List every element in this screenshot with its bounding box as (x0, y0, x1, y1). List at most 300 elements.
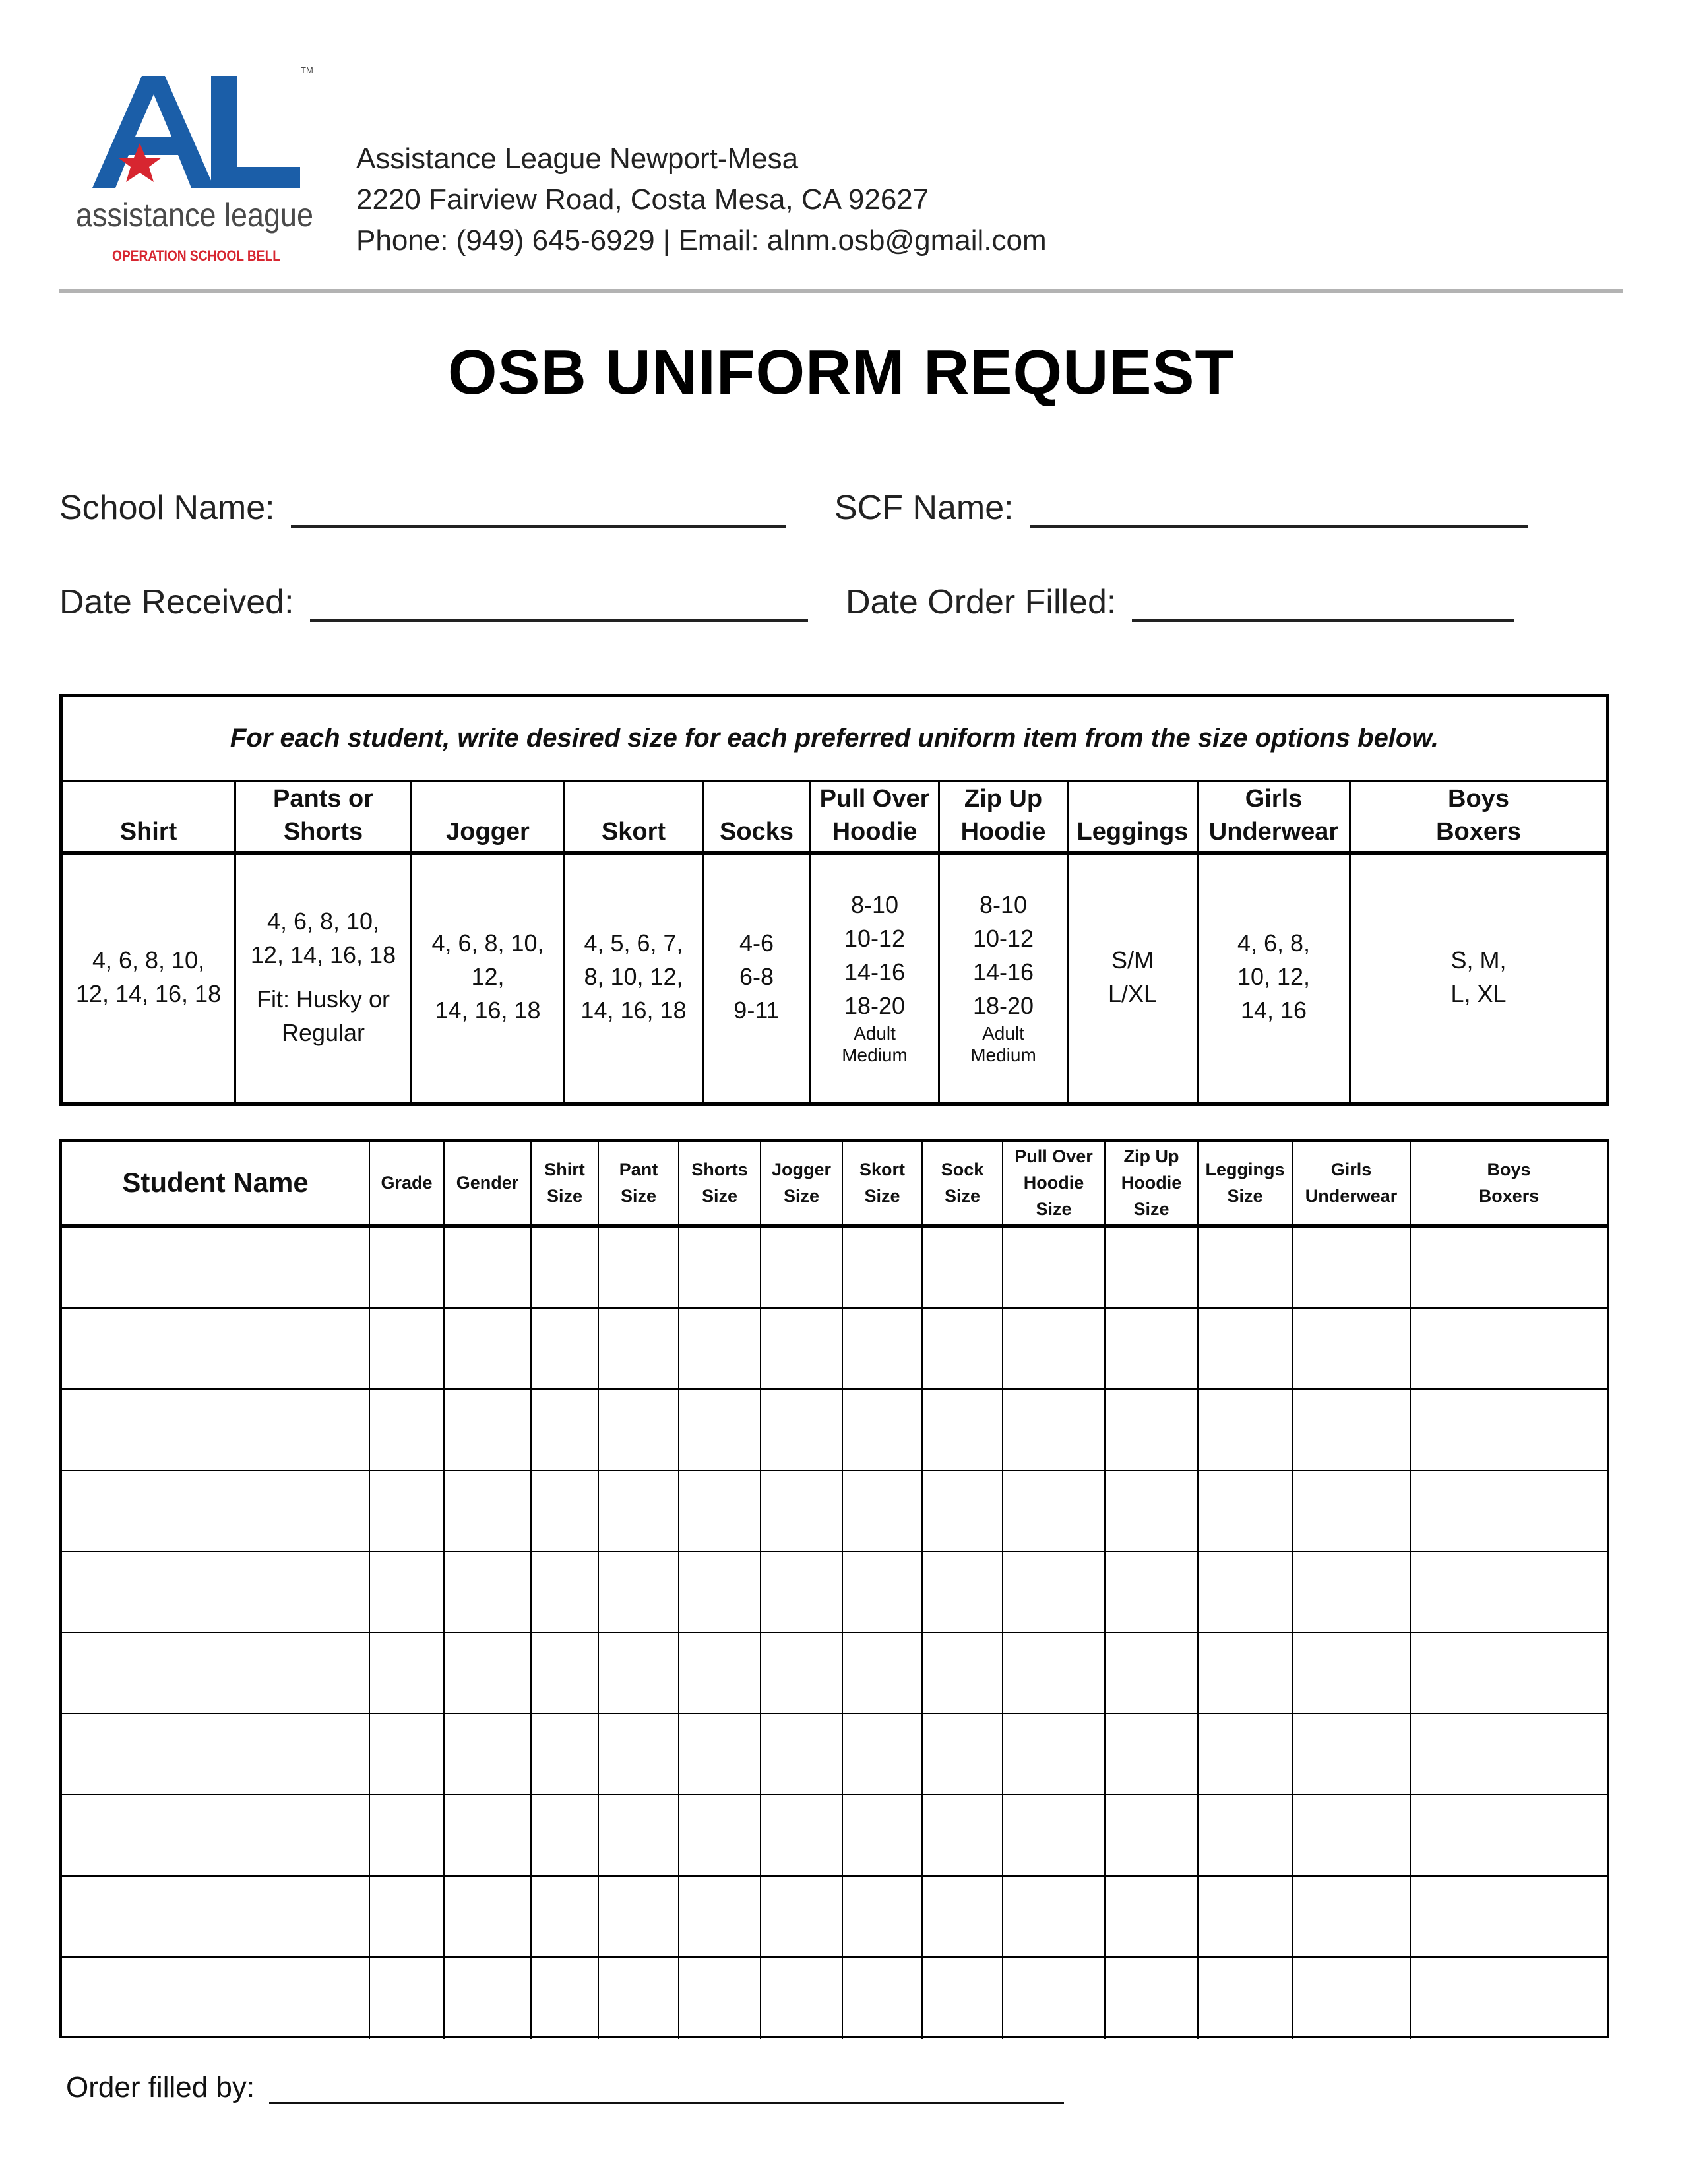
size-value-text: 4-6 (739, 929, 774, 956)
column-header-text: Sock (941, 1160, 984, 1179)
size-value-text: 8-10 (979, 890, 1028, 918)
table-cell[interactable] (532, 1471, 599, 1551)
size-header-text: Boys (1448, 785, 1509, 813)
table-cell[interactable] (923, 1795, 1003, 1875)
table-cell[interactable] (370, 1958, 445, 2039)
fit-note: Fit: Husky or Regular (256, 985, 390, 1046)
column-header-text: Size (1133, 1199, 1169, 1219)
date-received-blank[interactable] (310, 588, 808, 622)
table-cell[interactable] (62, 1390, 370, 1470)
table-cell[interactable] (62, 1552, 370, 1632)
scf-name-field (834, 488, 1528, 528)
table-cell[interactable] (599, 1471, 679, 1551)
size-header-text: Underwear (1208, 818, 1339, 846)
table-cell[interactable] (532, 1228, 599, 1307)
column-header-label (544, 1156, 585, 1209)
table-cell[interactable] (843, 1714, 923, 1794)
table-cell[interactable] (761, 1795, 843, 1875)
table-cell[interactable] (599, 1633, 679, 1713)
size-header-cell (412, 780, 565, 851)
size-header-text: Skort (601, 818, 666, 846)
column-header-text: Hoodie (1023, 1173, 1084, 1193)
order-filled-by-label: Order filled by: (66, 2071, 255, 2104)
column-header-text: Size (1227, 1186, 1263, 1206)
size-header-cell (1199, 780, 1351, 851)
table-cell[interactable] (1293, 1228, 1411, 1307)
table-cell[interactable] (843, 1633, 923, 1713)
size-header-text: Socks (720, 818, 794, 846)
size-header-text: Jogger (446, 818, 530, 846)
table-cell[interactable] (1106, 1633, 1199, 1713)
size-value-text: L, XL (1450, 980, 1507, 1007)
column-header-text: Underwear (1305, 1186, 1398, 1206)
table-cell[interactable] (1411, 1958, 1607, 2039)
table-cell[interactable] (62, 1471, 370, 1551)
table-cell[interactable] (679, 1795, 761, 1875)
table-row (62, 1714, 1607, 1795)
size-value-note: Medium (842, 1044, 908, 1065)
school-name-field (59, 488, 786, 528)
size-header-cell (1351, 780, 1606, 851)
table-cell[interactable] (1411, 1633, 1607, 1713)
table-cell[interactable] (1003, 1795, 1106, 1875)
order-filled-by-blank[interactable] (269, 2076, 1064, 2104)
table-cell[interactable] (1003, 1309, 1106, 1388)
size-header-cell (940, 780, 1069, 851)
date-received-label: Date Received: (59, 583, 294, 621)
size-value-text: 14, 16 (1240, 997, 1307, 1024)
table-cell[interactable] (599, 1390, 679, 1470)
size-header-text: Girls (1245, 785, 1303, 813)
table-cell[interactable] (1106, 1714, 1199, 1794)
size-value-text: 10-12 (844, 924, 906, 952)
table-cell[interactable] (445, 1877, 532, 1956)
scf-name-label: SCF Name: (834, 489, 1014, 527)
table-cell[interactable] (761, 1958, 843, 2039)
table-cell[interactable] (1411, 1877, 1607, 1956)
size-value-text: 8, 10, 12, (584, 963, 683, 990)
size-header-cell (704, 780, 811, 851)
column-header-text: Boys (1487, 1160, 1531, 1179)
table-cell[interactable] (923, 1958, 1003, 2039)
table-cell[interactable] (1199, 1714, 1293, 1794)
column-header (843, 1142, 923, 1224)
table-cell[interactable] (445, 1958, 532, 2039)
table-cell[interactable] (843, 1309, 923, 1388)
table-cell[interactable] (445, 1228, 532, 1307)
table-cell[interactable] (62, 1633, 370, 1713)
column-header-text: Student Name (122, 1167, 309, 1198)
column-header-text: Leggings (1205, 1160, 1285, 1179)
size-values-cell (63, 851, 236, 1102)
table-cell[interactable] (761, 1714, 843, 1794)
column-header (1293, 1142, 1411, 1224)
column-header-text: Grade (381, 1173, 433, 1193)
table-cell[interactable] (843, 1390, 923, 1470)
size-values-cell (412, 851, 565, 1102)
org-address: 2220 Fairview Road, Costa Mesa, CA 92627 (356, 183, 929, 216)
table-cell[interactable] (761, 1390, 843, 1470)
size-values-cell (565, 851, 704, 1102)
table-cell[interactable] (370, 1877, 445, 1956)
table-cell[interactable] (62, 1795, 370, 1875)
table-cell[interactable] (532, 1795, 599, 1875)
table-cell[interactable] (1106, 1309, 1199, 1388)
size-value-text: 14, 16, 18 (580, 997, 687, 1024)
table-cell[interactable] (370, 1471, 445, 1551)
table-cell[interactable] (679, 1958, 761, 2039)
table-cell[interactable] (923, 1228, 1003, 1307)
table-cell[interactable] (761, 1228, 843, 1307)
size-value-text: 18-20 (972, 991, 1034, 1019)
table-cell[interactable] (1411, 1228, 1607, 1307)
table-cell[interactable] (1199, 1795, 1293, 1875)
table-cell[interactable] (1003, 1552, 1106, 1632)
size-values-cell (811, 851, 940, 1102)
table-cell[interactable] (1003, 1714, 1106, 1794)
column-header (1003, 1142, 1106, 1224)
table-cell[interactable] (843, 1228, 923, 1307)
size-value-text: 14-16 (972, 958, 1034, 985)
table-cell[interactable] (1411, 1309, 1607, 1388)
table-cell[interactable] (679, 1633, 761, 1713)
table-cell[interactable] (1411, 1552, 1607, 1632)
table-cell[interactable] (1003, 1633, 1106, 1713)
table-cell[interactable] (370, 1714, 445, 1794)
table-row (62, 1471, 1607, 1552)
table-cell[interactable] (599, 1795, 679, 1875)
column-header-text: Size (546, 1186, 582, 1206)
column-header-text: Size (1036, 1199, 1072, 1219)
table-cell[interactable] (923, 1390, 1003, 1470)
column-header-text: Hoodie (1121, 1173, 1182, 1193)
table-cell[interactable] (679, 1390, 761, 1470)
size-header-cell (1069, 780, 1199, 851)
column-header-label (122, 1167, 309, 1198)
size-value-text: 8-10 (850, 890, 899, 918)
table-cell[interactable] (843, 1795, 923, 1875)
size-header-text: Pull Over (819, 785, 930, 813)
table-cell[interactable] (1199, 1877, 1293, 1956)
column-header-label (1479, 1156, 1540, 1209)
table-cell[interactable] (532, 1633, 599, 1713)
table-cell[interactable] (679, 1552, 761, 1632)
column-header-text: Boxers (1478, 1186, 1540, 1206)
scf-name-blank[interactable] (1030, 493, 1528, 528)
column-header-label (941, 1156, 984, 1209)
table-cell[interactable] (62, 1958, 370, 2039)
table-cell[interactable] (445, 1390, 532, 1470)
table-cell[interactable] (1293, 1633, 1411, 1713)
table-row (62, 1633, 1607, 1714)
table-cell[interactable] (532, 1309, 599, 1388)
table-cell[interactable] (1106, 1471, 1199, 1551)
size-header-cell (63, 780, 236, 851)
table-row (62, 1552, 1607, 1633)
table-cell[interactable] (532, 1958, 599, 2039)
column-header-text: Skort (859, 1160, 906, 1179)
size-value-text: L/XL (1107, 980, 1158, 1007)
table-row (62, 1390, 1607, 1471)
table-cell[interactable] (1106, 1958, 1199, 2039)
table-cell[interactable] (761, 1309, 843, 1388)
size-value-text: 10-12 (972, 924, 1034, 952)
date-order-filled-blank[interactable] (1132, 588, 1514, 622)
table-cell[interactable] (679, 1877, 761, 1956)
size-value-text: 18-20 (844, 991, 906, 1019)
column-header-label (381, 1170, 432, 1196)
size-header-cell (236, 780, 412, 851)
table-cell[interactable] (1199, 1552, 1293, 1632)
logo-tagline: OPERATION SCHOOL BELL (112, 247, 280, 264)
table-cell[interactable] (445, 1552, 532, 1632)
school-name-blank[interactable] (291, 493, 786, 528)
table-cell[interactable] (1199, 1390, 1293, 1470)
table-cell[interactable] (1293, 1714, 1411, 1794)
table-cell[interactable] (445, 1714, 532, 1794)
table-cell[interactable] (532, 1714, 599, 1794)
table-cell[interactable] (761, 1552, 843, 1632)
date-order-filled-label: Date Order Filled: (846, 583, 1117, 621)
size-value-text: 4, 6, 8, (1237, 929, 1311, 956)
table-cell[interactable] (532, 1877, 599, 1956)
table-cell[interactable] (1199, 1309, 1293, 1388)
table-row (62, 1958, 1607, 2039)
table-cell[interactable] (1003, 1471, 1106, 1551)
table-cell[interactable] (761, 1633, 843, 1713)
table-cell[interactable] (370, 1552, 445, 1632)
org-contact: Phone: (949) 645-6929 | Email: alnm.osb@gmail.com (356, 224, 1047, 257)
table-cell[interactable] (1003, 1958, 1106, 2039)
column-header (761, 1142, 843, 1224)
table-cell[interactable] (62, 1877, 370, 1956)
column-header-text: Girls (1330, 1160, 1372, 1179)
table-cell[interactable] (1003, 1228, 1106, 1307)
column-header-label (1206, 1156, 1285, 1209)
column-header-label (1121, 1143, 1182, 1222)
table-cell[interactable] (599, 1552, 679, 1632)
table-row (62, 1309, 1607, 1390)
table-cell[interactable] (1293, 1390, 1411, 1470)
table-cell[interactable] (62, 1309, 370, 1388)
column-header (679, 1142, 761, 1224)
size-value-text: S/M (1111, 946, 1154, 974)
column-header-label (772, 1156, 831, 1209)
table-cell[interactable] (923, 1471, 1003, 1551)
table-cell[interactable] (1106, 1877, 1199, 1956)
logo-wordmark: assistance league (76, 197, 313, 234)
size-header-cell (811, 780, 940, 851)
column-header-text: Shirt (544, 1160, 585, 1179)
column-header-label (619, 1156, 658, 1209)
size-values-cell (940, 851, 1069, 1102)
column-header-label (1305, 1156, 1398, 1209)
size-header-text: Pants or (272, 785, 374, 813)
table-cell[interactable] (370, 1633, 445, 1713)
table-cell[interactable] (599, 1714, 679, 1794)
table-cell[interactable] (1003, 1390, 1106, 1470)
table-row (62, 1795, 1607, 1877)
size-header-text: Boxers (1436, 818, 1521, 846)
order-filled-by-field (66, 2071, 1064, 2104)
column-header-text: Jogger (771, 1160, 832, 1179)
size-instructions: For each student, write desired size for each preferred uniform item from the size options below. (63, 697, 1606, 782)
table-cell[interactable] (532, 1552, 599, 1632)
size-values-row (63, 851, 1606, 1102)
size-values-cell (1199, 851, 1351, 1102)
table-row (62, 1228, 1607, 1309)
size-values-cell (236, 851, 412, 1102)
logo-trademark: TM (301, 65, 313, 75)
student-table-header (62, 1142, 1607, 1228)
table-cell[interactable] (445, 1309, 532, 1388)
table-cell[interactable] (1293, 1471, 1411, 1551)
column-header (1199, 1142, 1293, 1224)
size-value-text: S, M, (1450, 946, 1507, 974)
column-header-text: Pant (619, 1160, 658, 1179)
school-name-label: School Name: (59, 489, 275, 527)
table-cell[interactable] (1106, 1795, 1199, 1875)
table-cell[interactable] (370, 1228, 445, 1307)
table-cell[interactable] (923, 1633, 1003, 1713)
size-value-text: 6-8 (739, 963, 774, 990)
column-header (370, 1142, 445, 1224)
table-cell[interactable] (761, 1471, 843, 1551)
column-header (599, 1142, 679, 1224)
size-header-text: Shorts (283, 818, 363, 846)
table-cell[interactable] (1106, 1228, 1199, 1307)
table-cell[interactable] (923, 1552, 1003, 1632)
table-cell[interactable] (923, 1877, 1003, 1956)
table-cell[interactable] (679, 1228, 761, 1307)
column-header (1411, 1142, 1607, 1224)
column-header-text: Size (864, 1186, 900, 1206)
table-cell[interactable] (599, 1877, 679, 1956)
table-cell[interactable] (62, 1714, 370, 1794)
size-value-text: 14-16 (844, 958, 906, 985)
size-header-text: Hoodie (960, 818, 1046, 846)
size-header-text: Shirt (119, 818, 177, 846)
column-header-text: Size (701, 1186, 737, 1206)
column-header-text: Pull Over (1014, 1146, 1093, 1166)
table-cell[interactable] (843, 1552, 923, 1632)
size-value-text: 4, 6, 8, 10, (266, 907, 380, 935)
size-value-note: Adult (982, 1022, 1024, 1044)
table-cell[interactable] (1411, 1390, 1607, 1470)
table-cell[interactable] (532, 1390, 599, 1470)
column-header-text: Size (944, 1186, 980, 1206)
size-value-text: 12, 14, 16, 18 (250, 941, 396, 968)
table-cell[interactable] (445, 1633, 532, 1713)
size-value-text: 4, 5, 6, 7, (584, 929, 683, 956)
logo-letter-l (211, 76, 300, 188)
column-header (445, 1142, 532, 1224)
table-cell[interactable] (62, 1228, 370, 1307)
table-cell[interactable] (679, 1471, 761, 1551)
size-value-text: 12, 14, 16, 18 (75, 980, 222, 1007)
column-header-text: Gender (456, 1173, 519, 1193)
table-cell[interactable] (1293, 1958, 1411, 2039)
table-cell[interactable] (923, 1714, 1003, 1794)
size-header-row (63, 780, 1606, 855)
table-cell[interactable] (1411, 1795, 1607, 1875)
table-cell[interactable] (1106, 1390, 1199, 1470)
table-cell[interactable] (1003, 1877, 1106, 1956)
size-value-note: Medium (970, 1044, 1036, 1065)
size-values-cell (1351, 851, 1606, 1102)
table-cell[interactable] (679, 1309, 761, 1388)
table-cell[interactable] (370, 1390, 445, 1470)
table-cell[interactable] (1293, 1309, 1411, 1388)
table-cell[interactable] (599, 1309, 679, 1388)
table-cell[interactable] (445, 1471, 532, 1551)
column-header-label (691, 1156, 748, 1209)
table-cell[interactable] (370, 1795, 445, 1875)
table-cell[interactable] (1293, 1877, 1411, 1956)
table-cell[interactable] (370, 1309, 445, 1388)
date-received-field (59, 582, 808, 622)
table-cell[interactable] (599, 1228, 679, 1307)
column-header (62, 1142, 370, 1224)
table-cell[interactable] (1293, 1552, 1411, 1632)
table-cell[interactable] (1199, 1958, 1293, 2039)
table-cell[interactable] (843, 1471, 923, 1551)
organization-info (356, 139, 1047, 261)
size-header-cell (565, 780, 704, 851)
table-cell[interactable] (1411, 1471, 1607, 1551)
size-value-text: 4, 6, 8, 10, 12, (431, 929, 544, 990)
table-cell[interactable] (761, 1877, 843, 1956)
date-order-filled-field (846, 582, 1514, 622)
table-cell[interactable] (923, 1309, 1003, 1388)
column-header-text: Size (620, 1186, 656, 1206)
size-value-text: 9-11 (733, 997, 780, 1024)
table-cell[interactable] (1199, 1228, 1293, 1307)
column-header (1106, 1142, 1199, 1224)
table-cell[interactable] (679, 1714, 761, 1794)
header-divider (59, 289, 1623, 293)
org-name: Assistance League Newport-Mesa (356, 142, 799, 175)
column-header-text: Size (783, 1186, 820, 1206)
table-cell[interactable] (1293, 1795, 1411, 1875)
table-cell[interactable] (843, 1877, 923, 1956)
table-cell[interactable] (1199, 1471, 1293, 1551)
table-cell[interactable] (1411, 1714, 1607, 1794)
column-header-text: Shorts (691, 1160, 748, 1179)
table-cell[interactable] (599, 1958, 679, 2039)
column-header-label (859, 1156, 905, 1209)
table-cell[interactable] (1199, 1633, 1293, 1713)
size-value-text: 10, 12, (1237, 963, 1311, 990)
table-cell[interactable] (1106, 1552, 1199, 1632)
student-table (59, 1139, 1609, 2038)
column-header (532, 1142, 599, 1224)
page-title: OSB UNIFORM REQUEST (447, 337, 1235, 408)
table-cell[interactable] (445, 1795, 532, 1875)
column-header (923, 1142, 1003, 1224)
size-values-cell (704, 851, 811, 1102)
size-values-cell (1069, 851, 1199, 1102)
assistance-league-logo (73, 63, 323, 274)
table-cell[interactable] (843, 1958, 923, 2039)
table-row (62, 1877, 1607, 1958)
size-header-text: Zip Up (964, 785, 1043, 813)
size-value-text: 14, 16, 18 (435, 997, 541, 1024)
column-header-text: Zip Up (1123, 1146, 1179, 1166)
size-header-text: Leggings (1076, 818, 1189, 846)
column-header-label (456, 1170, 519, 1196)
size-value-note: Adult (854, 1022, 896, 1044)
